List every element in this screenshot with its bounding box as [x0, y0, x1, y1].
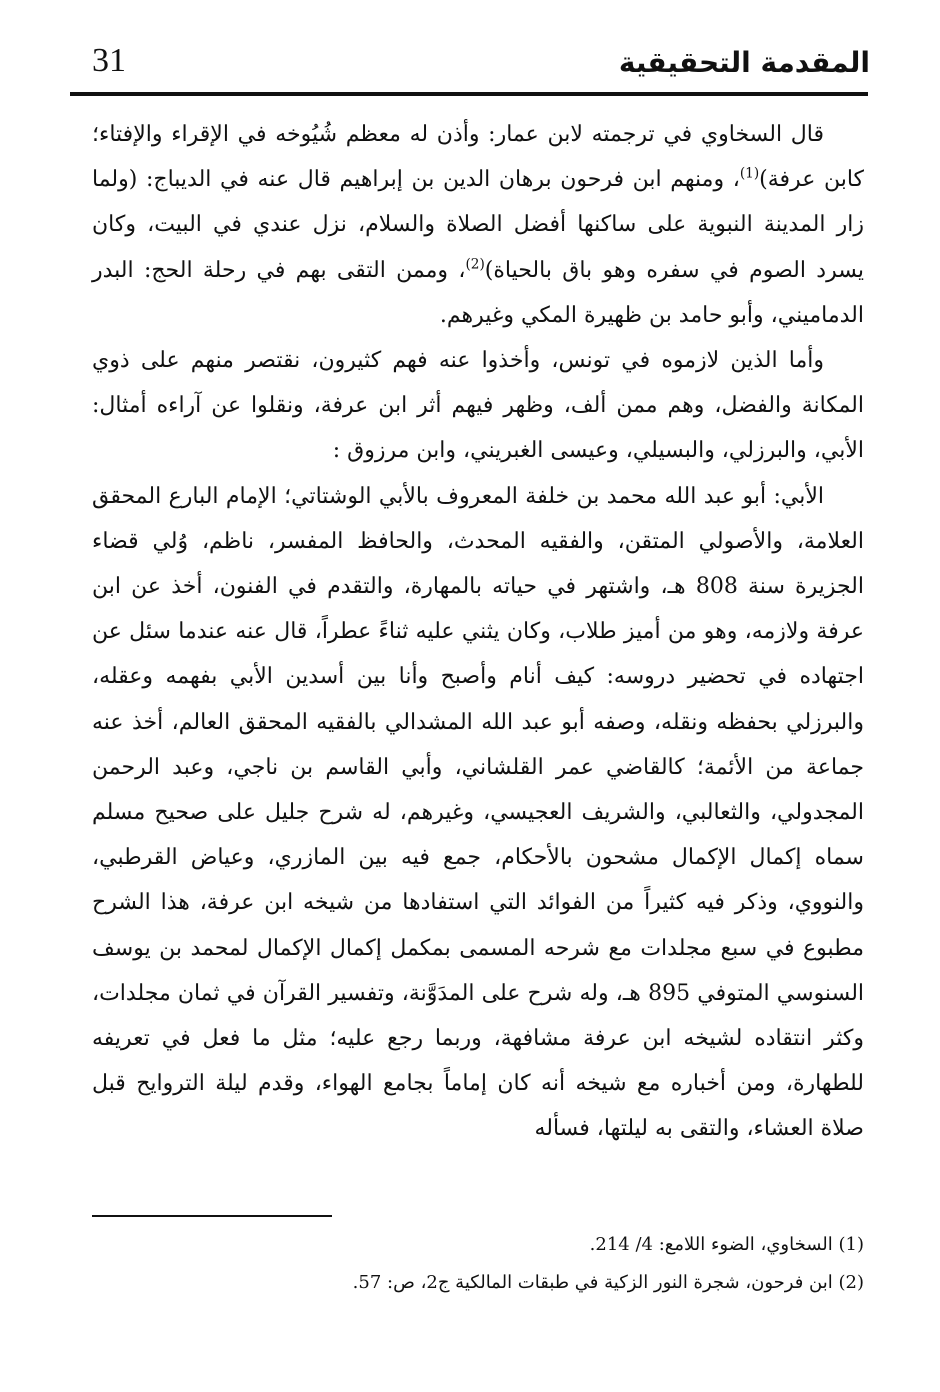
footnote-2: (2) ابن فرحون، شجرة النور الزكية في طبقات المالكية ج2، ص: 57.	[352, 1272, 864, 1293]
page-number: 31	[92, 42, 126, 79]
paragraph-1-continuation: ، ومنهم ابن فرحون برهان الدين بن إبراهيم قال عنه في الديباج: (ولما زار المدينة النبوية على ساكنها أفضل الصلاة والسلام، نزل عندي في البيت، وكان يسرد الصوم في سفره وهو باق بالحياة)	[92, 167, 864, 283]
paragraph-1-text: قال السخاوي في ترجمته لابن عمار: وأذن له معظم شُيُوخه في الإقراء والإفتاء؛ كابن عرفة)	[92, 122, 864, 193]
paragraph-1-end: ، وممن التقى بهم في رحلة الحج: البدر الدماميني، وأبو حامد بن ظهيرة المكي وغيرهم.	[92, 257, 864, 328]
header-rule	[70, 92, 868, 96]
footnote-ref-2: (2)	[465, 256, 485, 273]
paragraph-2: وأما الذين لازموه في تونس، وأخذوا عنه فهم كثيرون، نقتصر منهم على ذوي المكانة والفضل، وهم ممن ألف، وظهر فيهم أثر ابن عرفة، ونقلوا عن آراءه أمثال: الأبي، والبرزلي، والبسيلي، وعيسى الغبريني، وابن مرزوق :	[92, 348, 864, 464]
body-text	[92, 112, 864, 1152]
paragraph-3: الأبي: أبو عبد الله محمد بن خلفة المعروف بالأبي الوشتاتي؛ الإمام البارع المحقق العلامة، والأصولي المتقن، والفقيه المحدث، والحافظ المفسر، ناظم، وُلي قضاء الجزيرة سنة 808 هـ، واشتهر في حياته بالمهارة، والتقدم في الفنون، أخذ عن ابن عرفة ولازمه، وهو من أميز طلاب، وكان يثني عليه ثناءً عطراً، قال عنه عندما سئل عن اجتهاده في تحضير دروسه: كيف أنام وأصبح وأنا بين أسدين الأبي بفهمه وعقله، والبرزلي بحفظه ونقله، وصفه أبو عبد الله المشدالي بالفقيه المحقق العالم، أخذ عنه جماعة من الأئمة؛ كالقاضي عمر القلشاني، وأبي القاسم بن ناجي، وعبد الرحمن المجدولي، والثعالبي، والشريف العجيسي، وغيرهم، له شرح جليل على صحيح مسلم سماه إكمال الإكمال مشحون بالأحكام، جمع فيه بين المازري، وعياض القرطبي، والنووي، وذكر فيه كثيراً من الفوائد التي استفادها من شيخه ابن عرفة، هذا الشرح مطبوع في سبع مجلدات مع شرحه المسمى بمكمل إكمال الإكمال لمحمد بن يوسف السنوسي المتوفي 895 هـ، وله شرح على المدَوَّنة، وتفسير القرآن في ثمان مجلدات، وكثر انتقاده لشيخه ابن عرفة مشافهة، وربما رجع عليه؛ مثل ما فعل في تعريفه للطهارة، ومن أخباره مع شيخه أنه كان إماماً بجامع الهواء، وقدم ليلة التروايح قبل صلاة العشاء، والتقى به ليلتها، فسأله	[92, 483, 865, 1142]
footnote-ref-1: (1)	[739, 165, 760, 182]
paragraph-1	[92, 112, 864, 338]
page-header	[70, 40, 870, 90]
footnote-separator	[92, 1215, 332, 1217]
footnotes	[92, 1226, 864, 1302]
footnote-1: (1) السخاوي، الضوء اللامع: 4/ 214.	[589, 1234, 864, 1255]
running-title: المقدمة التحقيقية	[618, 46, 870, 79]
